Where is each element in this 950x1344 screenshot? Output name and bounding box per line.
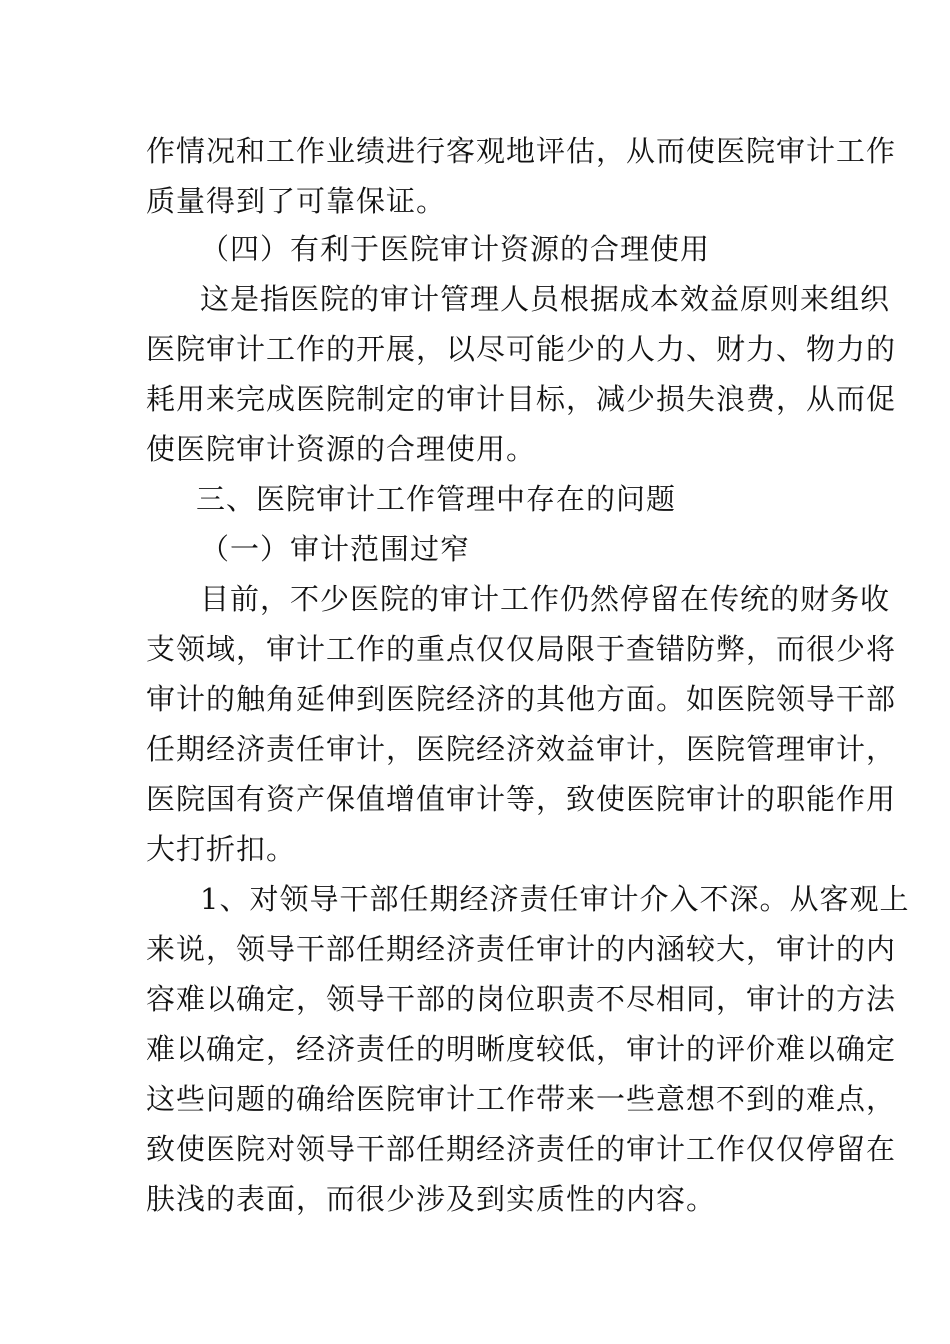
text-line: 质量得到了可靠保证。 — [146, 184, 447, 218]
section-heading: （一）审计范围过窄 — [200, 532, 471, 566]
text-line: 作情况和工作业绩进行客观地评估，从而使医院审计工作 — [146, 134, 897, 168]
text-line: 肤浅的表面，而很少涉及到实质性的内容。 — [146, 1182, 717, 1216]
text-line: 医院审计工作的开展，以尽可能少的人力、财力、物力的 — [146, 332, 897, 366]
text-line: 使医院审计资源的合理使用。 — [146, 432, 537, 466]
chapter-heading: 三、医院审计工作管理中存在的问题 — [196, 482, 677, 516]
text-line: 容难以确定，领导干部的岗位职责不尽相同，审计的方法 — [146, 982, 897, 1016]
section-heading: （四）有利于医院审计资源的合理使用 — [200, 232, 711, 266]
text-line: 致使医院对领导干部任期经济责任的审计工作仅仅停留在 — [146, 1132, 897, 1166]
text-line: 大打折扣。 — [146, 832, 297, 866]
paragraph-first-line: 这是指医院的审计管理人员根据成本效益原则来组织 — [200, 282, 891, 316]
text-line: 支领域，审计工作的重点仅仅局限于查错防弊，而很少将 — [146, 632, 897, 666]
text-line: 医院国有资产保值增值审计等，致使医院审计的职能作用 — [146, 782, 897, 816]
text-line: 难以确定，经济责任的明晰度较低，审计的评价难以确定 — [146, 1032, 897, 1066]
paragraph-first-line: 目前，不少医院的审计工作仍然停留在传统的财务收 — [200, 582, 891, 616]
text-line: 来说，领导干部任期经济责任审计的内涵较大，审计的内 — [146, 932, 897, 966]
text-line: 任期经济责任审计，医院经济效益审计，医院管理审计， — [146, 732, 897, 766]
text-line: 这些问题的确给医院审计工作带来一些意想不到的难点， — [146, 1082, 897, 1116]
text-line: 审计的触角延伸到医院经济的其他方面。如医院领导干部 — [146, 682, 897, 716]
paragraph-first-line: 1、对领导干部任期经济责任审计介入不深。从客观上 — [200, 882, 910, 916]
text-line: 耗用来完成医院制定的审计目标，减少损失浪费，从而促 — [146, 382, 897, 416]
